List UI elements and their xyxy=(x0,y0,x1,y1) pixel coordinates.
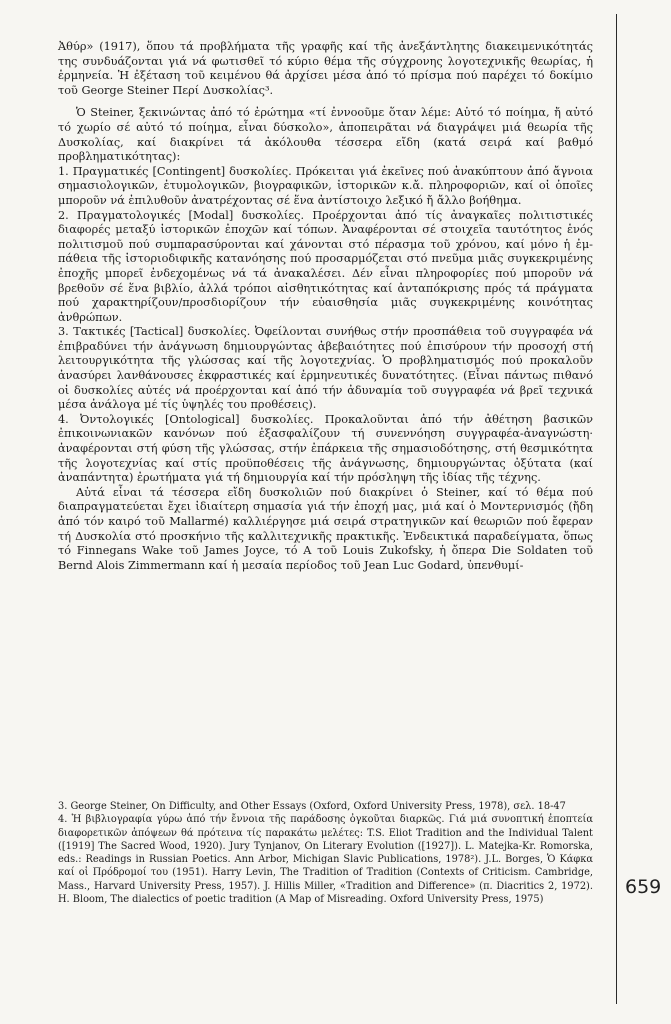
list-item: 1. Πραγματικές [Contingent] δυσκολίες. Πρόκειται γιά ἐκεῖνες πού ἀνακύπτουν ἀπό ἄγνοια σημασιολογικῶν, ἐτυμολογικῶν, βιογραφικῶν, ἱστορικῶν κ.ἄ. πληροφοριῶν, καί οἱ ὁποῖες μποροῦν νά ἐπιλυθοῦν ἀνατρέχοντας σέ ἕνα ἀντίστοιχο λεξικό ἤ ἄλλο βοήθημα. xyxy=(58,164,593,207)
footnote: 3. George Steiner, On Difficulty, and Other Essays (Oxford, Oxford University Press, 1978), σελ. 18-47 xyxy=(58,801,566,812)
footnote: 4. Ἡ βιβλιογραφία γύρω ἀπό τήν ἔννοια τῆς παράδοσης ὀγκοῦται διαρκῶς. Γιά μιά συνοπτική ἐποπτεία διαφορετικῶν ἀπόψεων θά πρότεινα τίς παρακάτω μελέτες: T.S. Eliot Tradition and the Individual Talent ([1919] The Sacred Wood, 1920). Jury Tynjanov, On Literary Evolution ([1927]). L. Matejka-Kr. Romorska, eds.: Readings in Russian Poetics. Ann Arbor, Michigan Slavic Publications, 1978²). J.L. Borges, Ὁ Κάφκα καί οἱ Πρόδρομοί του (1951). Harry Levin, The Tradition of Tradition (Contexts of Criticism. Cambridge, Mass., Harvard University Press, 1957). J. Hillis Miller, «Tradition and Difference» (π. Diacritics 2, 1972). H. Bloom, The dialectics of poetic tradition (A Map of Misreading. Oxford University Press, 1975) xyxy=(58,814,593,906)
main-text xyxy=(58,40,593,573)
list-item: 2. Πραγματολογικές [Modal] δυσκολίες. Προέρχονται ἀπό τίς ἀναγκαῖες πολιτιστικές διαφορές μεταξύ ἱστορικῶν ἐποχῶν καί τόπων. Ἀναφέρονται σέ στοιχεῖα ταυτότητος ἑνός πολιτισμοῦ πού συμπαρασύρονται καί χάνονται στό πέρασμα τοῦ χρόνου, καί μόνο ἡ ἐμ-πάθεια τῆς ἱστοριοδιφικῆς κατανόησης πού προσαρμόζεται στό πνεῦμα μιᾶς συγκεκριμένης ἐποχῆς μπορεῖ ἐνδεχομένως νά τά ἀνακαλέσει. Δέν εἶναι πληροφορίες πού μποροῦν νά βρεθοῦν σέ ἕνα βιβλίο, ἀλλά τρόποι αἰσθητικότητας καί ἀνταπόκρισης πρός τά πράγματα πού χαρακτηρίζουν/προσδιορίζουν τήν εὐαισθησία μιᾶς συγκεκριμένης κοινότητας ἀνθρώπων. xyxy=(58,208,593,324)
margin-rule xyxy=(616,14,617,1004)
list-item: 3. Τακτικές [Tactical] δυσκολίες. Ὀφείλονται συνήθως στήν προσπάθεια τοῦ συγγραφέα νά ἐπιβραδύνει τήν ἀνάγνωση δημιουργώντας ἀβεβαιότητες πού ἐπισύρουν τήν προσοχή στή λειτουργικότητα τῆς γλώσσας καί τῆς λογοτεχνίας. Ὁ προβληματισμός πού προκαλοῦν ἀνασύρει λανθάνουσες ἐκφραστικές καί ἑρμηνευτικές δυνατότητες. (Εἶναι πάντως πιθανό οἱ δυσκολίες αὐτές νά προέρχονται καί ἀπό τήν ἀδυναμία τοῦ συγγραφέα νά βρεῖ τεχνικά μέσα ἀνάλογα μέ τίς ὑψηλές του προθέσεις). xyxy=(58,325,593,412)
paragraph: Αὐτά εἶναι τά τέσσερα εἴδη δυσκολιῶν πού διακρίνει ὁ Steiner, καί τό θέμα πού διαπραγματεύεται ἔχει ἰδιαίτερη σημασία γιά τήν ἐποχή μας, μιά καί ὁ Μοντερνισμός (ἤδη ἀπό τόν καιρό τοῦ Mallarmé) καλλιέργησε μιά σειρά στρατηγικῶν καί θεωριῶν πού ἔφεραν τή Δυσκολία στό προσκήνιο τῆς καλλιτεχνικῆς πρακτικῆς. Ἐνδεικτικά παραδείγματα, ὅπως τό Finnegans Wake τοῦ James Joyce, τό A τοῦ Louis Zukofsky, ἡ ὄπερα Die Soldaten τοῦ Bernd Alois Zimmermann καί ἡ μεσαία περίοδος τοῦ Jean Luc Godard, ὑπενθυμί- xyxy=(58,485,593,572)
list-item: 4. Ὀντολογικές [Ontological] δυσκολίες. Προκαλοῦνται ἀπό τήν ἀθέτηση βασικῶν ἐπικοινωνιακῶν κανόνων πού ἐξασφαλίζουν τή συνεννόηση συγγραφέα-ἀναγνώστη· ἀναφέρονται στή φύση τῆς γλώσσας, στήν ἐπάρκεια τῆς σημασιοδότησης, στή θεσμικότητα τῆς λογοτεχνίας καί στίς προϋποθέσεις τῆς ἀνάγνωσης, δημιουργώντας ὀξύτατα (καί ἀναπάντητα) ἐρωτήματα γιά τή δημιουργία καί τήν πρόσληψη τῆς ἰδίας τῆς τέχνης. xyxy=(58,412,593,485)
page-number: 659 xyxy=(625,876,662,898)
paragraph: Ὁ Steiner, ξεκινώντας ἀπό τό ἐρώτημα «τί ἐννοοῦμε ὅταν λέμε: Αὐτό τό ποίημα, ἤ αὐτό τό χωρίο σέ αὐτό τό ποίημα, εἶναι δύσκολο», ἀποπειρᾶται νά διαγράψει μιά θεωρία τῆς Δυσκολίας, καί διακρίνει τά ἀκόλουθα τέσσερα εἴδη (κατά σειρά καί βαθμό προβληματικότητας): xyxy=(58,106,593,164)
paragraph: Ἀθύρ» (1917), ὅπου τά προβλήματα τῆς γραφῆς καί τῆς ἀνεξάντλητης διακειμενικότητάς της συνδυάζονται γιά νά φωτισθεῖ τό κύριο θέμα τῆς σύγχρονης λογοτεχνικῆς θεωρίας, ἡ ἑρμηνεία. Ἡ ἐξέταση τοῦ κειμένου θά ἀρχίσει μέσα ἀπό τό πρίσμα πού παρέχει τό δοκίμιο τοῦ George Steiner Περί Δυσκολίας³. xyxy=(58,40,593,97)
page xyxy=(58,0,608,1024)
footnotes xyxy=(58,800,593,906)
